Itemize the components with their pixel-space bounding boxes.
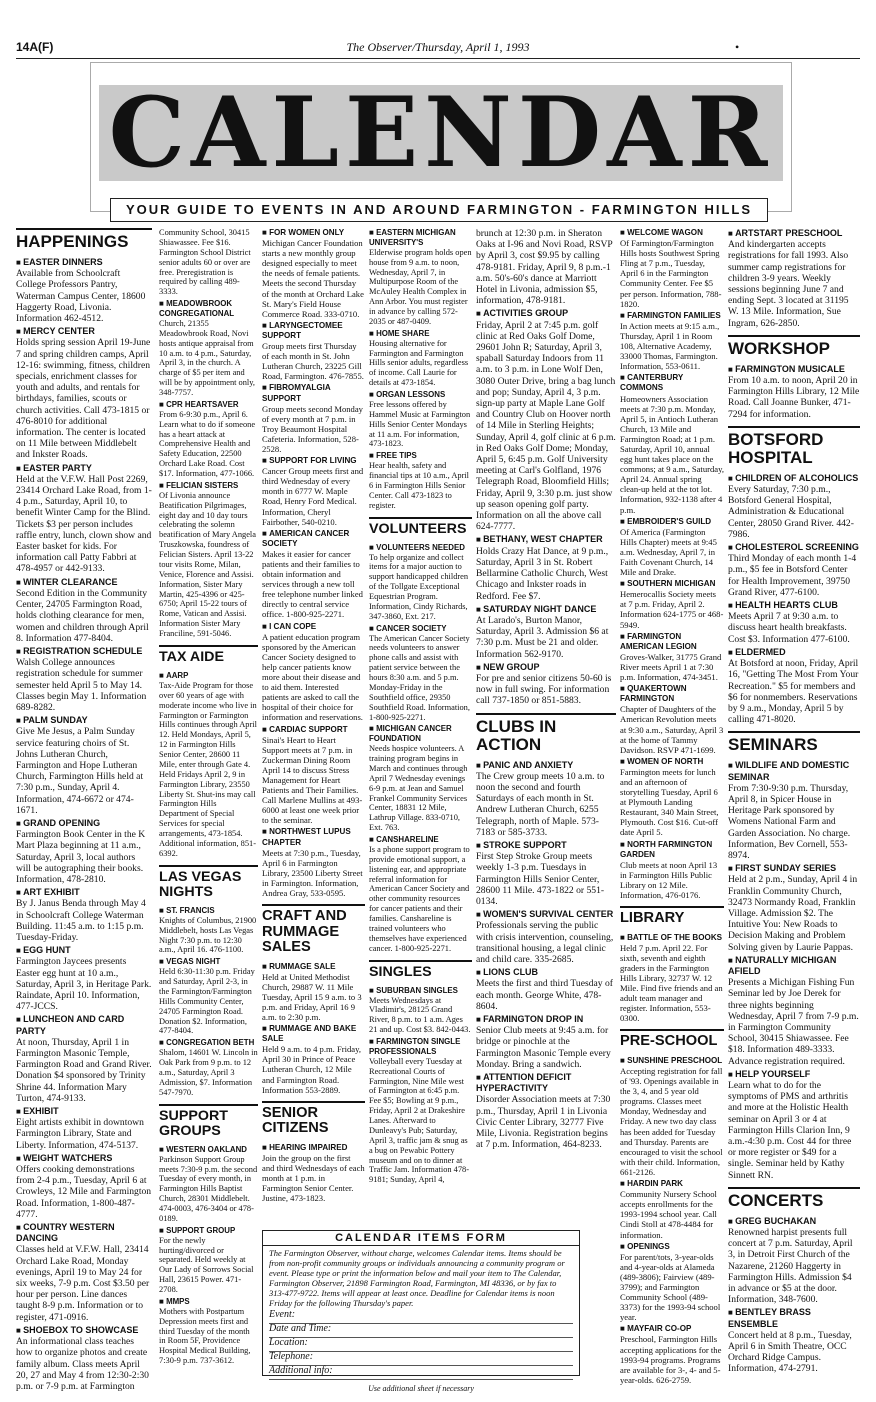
event-body: Held 9 a.m. to 4 p.m. Friday, April 30 in Prince of Peace Lutheran Church, 12 Mile and Farmington Road. Information 553-2889. <box>262 1044 361 1095</box>
event-heading: ■ OPENINGS <box>620 1242 724 1252</box>
event-heading: ■ ORGAN LESSONS <box>369 390 472 400</box>
event-body: Club meets at noon April 13 in Farmington Hills Public Library on 12 Mile. Information, 476-0176. <box>620 859 718 900</box>
section-heading: LIBRARY <box>620 906 724 926</box>
event-body: Second Edition in the Community Center, 24705 Farmington Road, holds clothing clearance for men, women and children through April 8. Information 477-8404. <box>16 587 149 644</box>
event-body: From 10 a.m. to noon, April 20 in Farmington Hills Library, 12 Mile Road. Call Joanne Bunker, 471-7294 for information. <box>728 375 860 420</box>
form-telephone-field: Telephone: <box>269 1352 573 1366</box>
event-body: Of Livonia announce Beatification Pilgrimages, eight day and 10 day tours celebrating the solemn beatification of Mary Angela Truszkowska, foundress of Felician Sisters. April 13-22 tour visits Rome, Milan, Venice, Florence and Assisi. Information, Sister Mary Martin, 425-4396 or 425-6750; April 15-22 tours of Rome, Vatican and Assisi. Information Sister Mary Franciline, 591-5046. <box>159 490 256 638</box>
event-body: Held at the V.F.W. Hall Post 2269, 23414 Orchard Lake Road, from 1-4 p.m., Saturday, April 10, to benefit Winter Camp for the Blind. Tickets $3 per person includes raffle entry, lunch, clown show and Easter basket for kids. For information call Patty Fabbri at 478-4957 or 442-9133. <box>16 473 152 575</box>
event-body: Available from Schoolcraft College Professors Pantry, Waterman Campus Center, 18600 Haggerty Road, Livonia. Information 462-4512. <box>16 268 146 325</box>
event-body: Held 6:30-11:30 p.m. Friday and Saturday, April 2-3, in the Farmington/Farmington Hills Community Center, 24705 Farmington Road. Donation $2. Information, 477-8404. <box>159 967 255 1036</box>
event-body: At noon, Thursday, April 1 in Farmington Masonic Temple, Farmington Road and Grand River. Donation $4 sponsored by Trinity Shrine 44. Information Mary Turton, 474-9133. <box>16 1036 152 1104</box>
event-body: At Larado's, Burton Manor, Saturday, April 3. Admission $6 at 7:30 p.m. Must be 21 and older. Information 562-9170. <box>476 614 609 660</box>
event-heading: ■ SUNSHINE PRESCHOOL <box>620 1056 724 1066</box>
event-heading: ■ FARMINGTON SINGLE PROFESSIONALS <box>369 1037 472 1057</box>
event-body: Learn what to do for the symptoms of PMS and arthritis and more at the Holistic Health seminar on April 3 or 4 at Farmington Hills Clarion Inn, 9 a.m.-4:30 p.m. Cost 44 for three or more register or $49 for a single. Seminar held by Kathy Sinnett RN. <box>728 1080 852 1181</box>
column-6 <box>620 228 724 1387</box>
event-heading: ■ BETHANY, WEST CHAPTER <box>476 534 616 545</box>
column-7 <box>728 228 860 1377</box>
section-heading: BOTSFORD HOSPITAL <box>728 426 860 467</box>
event-body: Accepting registration for fall of '93. Openings available in the 3, 4, and 5 year old programs. Classes meet Monday, Wednesday and Friday. A new two day class has been added for Tuesday and Thursday. Parents are encouraged to visit the school with their child. Information, 661-2126. <box>620 1066 723 1177</box>
event-body: Of Farmington/Farmington Hills hosts Southwest Spring Fling at 7 p.m., Tuesday, April 6 in the Farmington Community Center. Fee $5 per person. Information, 788-1820. <box>620 238 722 309</box>
section-heading: SEMINARS <box>728 731 860 754</box>
event-heading: ■ HARDIN PARK <box>620 1179 724 1189</box>
event-body: Held at United Methodist Church, 29887 W. 11 Mile Tuesday, April 15 9 a.m. to 3 p.m. and Friday, April 16 9 a.m. to 2:30 p.m. <box>262 971 362 1023</box>
section-heading: LAS VEGAS NIGHTS <box>159 865 258 900</box>
event-body: Group meets second Monday of every month at 7 p.m. in Troy Beaumont Hospital Cafeteria. Information, 528-2528. <box>262 403 363 454</box>
event-heading: ■ FELICIAN SISTERS <box>159 481 258 491</box>
event-heading: ■ LIONS CLUB <box>476 967 616 978</box>
section-heading: PRE-SCHOOL <box>620 1029 724 1049</box>
event-heading: ■ WOMEN'S SURVIVAL CENTER <box>476 909 616 920</box>
event-heading: ■ CPR HEARTSAVER <box>159 400 258 410</box>
event-heading: ■ HOME SHARE <box>369 329 472 339</box>
page-mark: • <box>735 40 740 54</box>
event-heading: ■ ATTENTION DEFICIT HYPERACTIVITY <box>476 1072 616 1094</box>
event-body: Concert held at 8 p.m., Tuesday, April 6 in Smith Theatre, OCC Orchard Ridge Campus. Information, 474-2791. <box>728 1329 852 1375</box>
event-body: By J. Janus Benda through May 4 in Schoolcraft College Waterman Building. 11:45 a.m. to 1:15 p.m. Tuesday-Friday. <box>16 898 146 943</box>
event-body: Parkinson Support Group meets 7:30-9 p.m. the second Tuesday of every month, in Farmington Hills Baptist Church, 28301 Middlebelt. 474-0003, 476-3404 or 478-0189. <box>159 1154 258 1223</box>
event-body: Sinai's Heart to Heart Support meets at 7 p.m. in Zuckerman Dining Room April 14 to discuss Stress Management for Heart Patients and Their Families. Call Marlene Mullins at 493-6000 at least one week prior to the seminar. <box>262 734 363 826</box>
event-body: The Crew group meets 10 a.m. to noon the second and fourth Saturdays of each month in St. Andrew Lutheran Church, 6255 Telegraph, north of Maple. 573-7183 or 585-3733. <box>476 770 605 838</box>
event-heading: ■ SATURDAY NIGHT DANCE <box>476 604 616 615</box>
event-body: Offers cooking demonstrations from 2-4 p.m., Tuesday, April 6 at Crowleys, 12 Mile and Farmington Road. Information, 1-800-487-4777. <box>16 1164 152 1220</box>
form-date-field: Date and Time: <box>269 1324 573 1338</box>
event-body: Shalom, 14601 W. Lincoln in Oak Park from 9 p.m. to 12 a.m., Saturday, April 3 Admission, $7. Information 547-7970. <box>159 1048 258 1097</box>
event-body: For pre and senior citizens 50-60 is now in full swing. For information call 737-1850 or 851-5883. <box>476 672 612 707</box>
event-body: And kindergarten accepts registrations for fall 1993. Also summer camp registrations for children 3-9 years. Weekly sessions beginning June 7 and ending Sept. 3 located at 31195 W. 13 Mile. Information, Sue Ingram, 626-2850. <box>728 239 849 329</box>
event-body: Meets April 7 at 9:30 a.m. to discuss heart health breakfasts. Cost $3. Information 477-6100. <box>728 611 850 645</box>
section-heading: WORKSHOP <box>728 335 860 358</box>
event-heading: ■ FIBROMYALGIA SUPPORT <box>262 383 365 403</box>
event-heading: ■ CARDIAC SUPPORT <box>262 725 365 735</box>
event-body: Renowned harpist presents full concert at 7 p.m. Saturday, April 3, in Detroit First Church of the Nazarene, 21260 Haggerty in Farmington Hills. Admission $4 in advance or $5 at the door. Information, 348-7600. <box>728 1227 853 1306</box>
section-heading: SENIOR CITIZENS <box>262 1101 365 1137</box>
section-heading: SUPPORT GROUPS <box>159 1104 258 1139</box>
event-body: Cancer Group meets first and third Wednesday of every month in 6777 W. Maple Road, Henry Ford Medical. Information, Cheryl Fairbother, 540-0210. <box>262 466 364 527</box>
event-heading: ■ PALM SUNDAY <box>16 715 152 726</box>
event-body: Knights of Columbus, 21900 Middlebelt, hosts Las Vegas Night 7:30 p.m. to 12:30 a.m., April 16. 476-1100. <box>159 915 257 955</box>
event-heading: ■ COUNTRY WESTERN DANCING <box>16 1222 152 1244</box>
event-body: Meets at 7:30 p.m., Tuesday, April 6 in Farmington Library, 23500 Liberty Street in Farmington. Information, Andrea Gray, 533-0595. <box>262 847 363 898</box>
masthead-tagline: YOUR GUIDE TO EVENTS IN AND AROUND FARMINGTON - FARMINGTON HILLS <box>110 198 768 222</box>
section-heading: HAPPENINGS <box>16 228 152 251</box>
event-heading: ■ VOLUNTEERS NEEDED <box>369 543 472 553</box>
event-heading: ■ NORTHWEST LUPUS CHAPTER <box>262 827 365 847</box>
event-heading: ■ CANCER SOCIETY <box>369 624 472 634</box>
event-body: Mothers with Postpartum Depression meets first and third Tuesday of the month in Room 5F, Providence Hospital Medical Building, 7:30-9 p.m. 737-3612. <box>159 1306 251 1366</box>
event-heading: ■ HELP YOURSELF <box>728 1069 860 1080</box>
event-body: Professionals serving the public with crisis intervention, counseling, transitional housing, a legal clinic and child care. 335-2685. <box>476 920 614 965</box>
event-heading: ■ CANSHARELINE <box>369 835 472 845</box>
event-body: The American Cancer Society needs volunteers to answer phone calls and assist with patient service between the hours 8:30 a.m. and 5 p.m. Monday-Friday in the Southfield office, 29350 Southfield Road. Information, 1-800-925-2271. <box>369 633 470 722</box>
event-heading: ■ FIRST SUNDAY SERIES <box>728 863 860 874</box>
event-heading: ■ FARMINGTON AMERICAN LEGION <box>620 632 724 652</box>
event-body: Community Nursery School accepts enrollments for the 1993-1994 school year. Call Cindi Stoll at 478-4484 for information. <box>620 1189 717 1240</box>
event-body: Every Saturday, 7:30 p.m., Botsford General Hospital, Administration & Educational Center, 28050 Grand River. 442-7986. <box>728 484 854 540</box>
form-event-field: Event: <box>269 1310 573 1324</box>
event-heading: ■ AMERICAN CANCER SOCIETY <box>262 529 365 549</box>
event-body: Holds Crazy Hat Dance, at 9 p.m., Saturday, April 3 in St. Robert Bellarmine Catholic Church, West Chicago and Inkster roads in Redford. Fee $7. <box>476 545 609 602</box>
event-heading: ■ ACTIVITIES GROUP <box>476 308 616 319</box>
event-heading: ■ WESTERN OAKLAND <box>159 1145 258 1155</box>
column-4 <box>369 228 472 1187</box>
event-body: Michigan Cancer Foundation starts a new monthly group designed especially to meet the needs of female patients. Meets the second Thursday of the month at Orchard Lake St. Mary's Field House Commerce Road. 333-0710. <box>262 238 364 319</box>
event-body: Tax-Aide Program for those over 60 years of age with moderate income who live in Farmington or Farmington Hills continues through April 12. Held Mondays, April 5, 12 in Farmington Hills Senior Center, 28600 11 Mile, enter through Gate 4. Held Fridays April 2, 9 in Farmington Library, 23550 Liberty St. Shut-ins may call Farmington Hills Department of Special Services for special arrangements, 473-1854. Additional information, 851-6392. <box>159 680 257 858</box>
form-instructions: The Farmington Observer, without charge, welcomes Calendar items. Items should be from non-profit community groups or individuals announcing a community program or event. Please type or print the information below and mail your item to The Calendar, Farmington Observer, 21898 Farmington Road, Farmington, MI 48336, or by fax to 313-477-9722. Items will appear at least once. Deadline for Calendar items is noon Friday for the following Thursday's paper. <box>269 1248 565 1308</box>
event-heading: ■ NATURALLY MICHIGAN AFIELD <box>728 955 860 977</box>
dateline: The Observer/Thursday, April 1, 1993 <box>346 40 530 54</box>
event-body: A patient education program sponsored by the American Cancer Society designed to help cancer patients know more about their disease and to aid them. Interested patients are asked to call the hospital of their choice for information and reservations. <box>262 631 363 723</box>
calendar-submission-form <box>262 1230 580 1393</box>
event-body: Community School, 30415 Shiawassee. Fee $16. Farmington School District senior adults 60 or over are free. Preregistration is required by calling 489-3333. <box>159 228 251 297</box>
event-heading: ■ ART EXHIBIT <box>16 887 152 898</box>
event-body: Housing alternative for Farmington and Farmington Hills senior adults, regardless of income. Call Laurie for details at 473-1854. <box>369 338 469 388</box>
section-heading: VOLUNTEERS <box>369 517 472 537</box>
event-heading: ■ EMBROIDER'S GUILD <box>620 517 724 527</box>
event-heading: ■ WINTER CLEARANCE <box>16 577 152 588</box>
event-body: Of America (Farmington Hills Chapter) meets at 9:45 a.m. Wednesday, April 7, in Faith Covenant Church, 14 Mile and Drake. <box>620 526 717 578</box>
header-rule <box>16 58 860 59</box>
event-heading: ■ SUPPORT GROUP <box>159 1226 258 1236</box>
event-heading: ■ EASTER DINNERS <box>16 257 152 268</box>
event-heading: ■ MEADOWBROOK CONGREGATIONAL <box>159 299 258 319</box>
event-body: From 7:30-9:30 p.m. Thursday, April 8, in Spicer House in Heritage Park sponsored by Womens National Farm and Garden Association. No charge. Information, Bev Cornell, 553-8974. <box>728 782 851 861</box>
section-heading: CLUBS IN ACTION <box>476 713 616 754</box>
event-body: Needs hospice volunteers. A training program begins in March and continues through April 7 Wednesday evenings 6-9 p.m. at Jean and Samuel Frankel Community Services Center, 18831 12 Mile, Lathrup Village. 833-0710, Ext. 763. <box>369 744 468 833</box>
event-body: Is a phone support program to provide emotional support, a listening ear, and appropriate referral information for American Cancer Society and other community resources for cancer patients and their families. Canshareline is trained volunteers who themselves have experienced cancer. 1-800-925-2271. <box>369 844 470 953</box>
event-body: Church, 21355 Meadowbrook Road, Novi hosts antique appraisal from 10 a.m. to 4 p.m., Saturday, April 3, in the church. A charge of $5 per item and will be by appointment only, 348-7757. <box>159 318 255 397</box>
event-heading: ■ MAYFAIR CO-OP <box>620 1324 724 1334</box>
event-body: To help organize and collect items for a major auction to support handicapped children of the Tollgate Exceptional Equestrian Program. Information, Cindy Richards, 347-3860, Ext. 217. <box>369 552 469 621</box>
event-heading: ■ MICHIGAN CANCER FOUNDATION <box>369 724 472 744</box>
event-heading: ■ RUMMAGE AND BAKE SALE <box>262 1024 365 1044</box>
event-heading: ■ ARTSTART PRESCHOOL <box>728 228 860 239</box>
section-heading: SINGLES <box>369 960 472 980</box>
event-body: Classes held at V.F.W. Hall, 23414 Orchard Lake Road, Monday evenings, April 19 to May 24 for six weeks, 7-9 p.m. Cost $3.50 per hour per person. Line dances taught 8-9 p.m. Information or to register, 471-0916. <box>16 1244 150 1323</box>
event-body: Volleyball every Tuesday at Recreational Courts of Farmington, Nine Mile west of Farmington at 6:45 p.m. Fee $5; Bowling at 9 p.m., Friday, April 2 at Drakeshire Lanes. Afterward to Dunleavy's Pub; Saturday, April 3, traffic jam & snug as a bug on Pewabic Pottery museum and on to dinner at Traffic Jam. Information 478-9181; Sunday, April 4, <box>369 1056 470 1185</box>
event-heading: ■ FOR WOMEN ONLY <box>262 228 365 238</box>
event-heading: ■ LUNCHEON AND CARD PARTY <box>16 1014 152 1036</box>
event-body: Disorder Association meets at 7:30 p.m., Thursday, April 1 in Livonia Civic Center Library, 32777 Five Mile, Livonia. Registration begins at 7 p.m. Information, 464-8233. <box>476 1094 611 1151</box>
event-body: Hear health, safety and financial tips at 10 a.m., April 6 in Farmington Hills Senior Center. Call 473-1823 to register. <box>369 461 470 510</box>
event-heading: ■ QUAKERTOWN FARMINGTON <box>620 684 724 704</box>
event-heading: ■ ST. FRANCIS <box>159 906 258 916</box>
event-heading: ■ FARMINGTON MUSICALE <box>728 364 860 375</box>
event-heading: ■ SUPPORT FOR LIVING <box>262 456 365 466</box>
event-heading: ■ BENTLEY BRASS ENSEMBLE <box>728 1307 860 1329</box>
section-heading: TAX AIDE <box>159 645 258 665</box>
column-1 <box>16 228 152 1394</box>
section-heading: CRAFT AND RUMMAGE SALES <box>262 904 365 955</box>
event-heading: ■ WEIGHT WATCHERS <box>16 1153 152 1164</box>
event-body: Groves-Walker, 31775 Grand River meets April 1 at 7:30 p.m. Information, 474-3451. <box>620 651 722 683</box>
event-heading: ■ CHILDREN OF ALCOHOLICS <box>728 473 860 484</box>
event-body: Free lessons offered by Hammel Music at Farmington Hills Senior Center Mondays at 11 a.m. For information, 473-1823. <box>369 399 471 449</box>
event-heading: ■ HEALTH HEARTS CLUB <box>728 600 860 611</box>
masthead <box>90 62 792 212</box>
event-heading: ■ CANTERBURY COMMONS <box>620 373 724 393</box>
event-heading: ■ CONGREGATION BETH <box>159 1038 258 1048</box>
page-folio: 14A(F) <box>16 40 54 54</box>
event-heading: ■ FARMINGTON FAMILIES <box>620 311 724 321</box>
form-note: Use additional sheet if necessary <box>368 1384 474 1393</box>
event-body: For parent/tots, 3-year-olds and 4-year-olds at Alameda (489-3806); Fairview (489-3799); and Farmington Community School (489-3373) for the 1993-94 school year. <box>620 1251 721 1323</box>
event-body: Join the group on the first and third Wednesdays of each month at 1 p.m. in Farmington Senior Center. Justine, 473-1823. <box>262 1152 365 1204</box>
event-body: From 6-9:30 p.m., April 6. Learn what to do if someone has a heart attack at Comprehensive Health and Safety Education, 22500 Orchard Lake Road. Cost $17. Information, 477-1066. <box>159 409 256 478</box>
event-body: Meets Wednesdays at Vladimir's, 28125 Grand River, 8 p.m. to 1 a.m. Ages 21 and up. Cost $3. 842-0443. <box>369 995 471 1035</box>
event-heading: ■ EASTER PARTY <box>16 463 152 474</box>
form-title: CALENDAR ITEMS FORM <box>263 1231 579 1246</box>
event-body: Held 7 p.m. April 22. For sixth, seventh and eighth graders in the Farmington Hills Library, 32737 W. 12 Mile. Find five friends and an adult team manager and register. Information, 553-0300. <box>620 942 723 1024</box>
event-heading: ■ LARYNGECTOMEE SUPPORT <box>262 321 365 341</box>
event-body: Eight artists exhibit in downtown Farmington Library, State and Liberty. Information, 474-5137. <box>16 1117 144 1151</box>
event-body: For the newly hurting/divorced or separated. Held weekly at Our Lady of Sorrows Social Hall, 23615 Power. 471-2708. <box>159 1235 254 1294</box>
event-body: Give Me Jesus, a Palm Sunday service featuring choirs of St. Johns Lutheran Church, Farmington and Hope Lutheran Church, Farmington Hills held at 7:30 p.m., Sunday, April 4. Information, 474-6672 or 474-1671. <box>16 726 144 816</box>
event-body: Preschool, Farmington Hills accepting applications for the 1993-94 programs. Programs are available for 3-, 4- and 5-year-olds. 626-2759. <box>620 1334 722 1385</box>
event-body: Farmington Book Center in the K Mart Plaza beginning at 11 a.m., Saturday, April 3, local authors will be autographing their books. Information, 478-2810. <box>16 829 146 885</box>
event-heading: ■ SHOEBOX TO SHOWCASE <box>16 1325 152 1336</box>
event-body: Chapter of Daughters of the American Revolution meets at 9:30 a.m., Saturday, April 3 at the home of Tammy Davidson. RSVP 471-1699. <box>620 704 724 755</box>
event-body: In Action meets at 9:15 a.m., Thursday, April 1 in Room 108, Alternative Academy, 33000 Thomas, Farmington. Information, 553-0611. <box>620 320 720 372</box>
event-body: Makes it easier for cancer patients and their families to obtain information and services through a new toll free telephone number linked directly to central service office. 1-800-925-2271. <box>262 548 363 620</box>
event-heading: ■ RUMMAGE SALE <box>262 962 365 972</box>
event-heading: ■ I CAN COPE <box>262 622 365 632</box>
event-heading: ■ WILDLIFE AND DOMESTIC SEMINAR <box>728 760 860 782</box>
event-body: Senior Club meets at 9:45 a.m. for bridge or pinochle at the Farmington Masonic Temple every Monday. Bring a sandwich. <box>476 1025 611 1070</box>
event-body: Meets the first and third Tuesday of each month. George White, 478-8604. <box>476 978 613 1012</box>
event-heading: ■ SOUTHERN MICHIGAN <box>620 579 724 589</box>
event-heading: ■ SUBURBAN SINGLES <box>369 986 472 996</box>
event-body: Walsh College announces registration schedule for summer semester held April 5 to May 14. Classes begin May 1. Information 689-8282. <box>16 657 147 713</box>
event-body: Holds spring session April 19-June 7 and spring children camps, April 12-16: swimming, fitness, children specials, enrichment classes for youth and adults, and rentals for birthdays, families, scouts or church activities. Call 473-1815 or 476-8010 for additional information. The center is located on 11 Mile between Middlebelt and Inkster Roads. <box>16 337 151 461</box>
section-heading: CONCERTS <box>728 1187 860 1210</box>
event-heading: ■ EGG HUNT <box>16 945 152 956</box>
event-heading: ■ ELDERMED <box>728 647 860 658</box>
event-heading: ■ HEARING IMPAIRED <box>262 1143 365 1153</box>
event-body: Friday, April 2 at 7:45 p.m. golf clinic at Red Oaks Golf Dome, 29601 John R; Saturday, April 3, spaball Saturday Indoors from 11 a.m. to 3 p.m. in Lone Wolf Den, 3080 Outer Drive, bring a bag lunch and pop; Sunday, April 4, 3 p.m. sign-up party at Maple Lane Golf and Country Club on Hoover north of 14 Mile in Sterling Heights; Sunday, April 4, golf clinic at 6 p.m. in Red Oaks Golf Dome; Monday, April 5, 6:45 p.m. Golf University meeting at Carl's Golfland, 1976 Telegraph Road, Bloomfield Hills; Friday, April 9, 3:30 p.m. just show up season opening golf party. Information on all the above call 624-7777. <box>476 319 616 533</box>
event-body: Group meets first Thursday of each month in St. John Lutheran Church, 23225 Gill Road, Farmington. 476-7855. <box>262 341 364 382</box>
masthead-title: CALENDAR <box>108 76 774 189</box>
form-location-field: Location: <box>269 1338 573 1352</box>
column-2 <box>159 228 258 1368</box>
event-heading: ■ GRAND OPENING <box>16 818 152 829</box>
event-heading: ■ FREE TIPS <box>369 451 472 461</box>
event-heading: ■ NEW GROUP <box>476 662 616 673</box>
event-heading: ■ MERCY CENTER <box>16 326 152 337</box>
event-heading: ■ BATTLE OF THE BOOKS <box>620 933 724 943</box>
event-body: Homeowners Association meets at 7:30 p.m. Monday, April 5, in Antioch Lutheran Church, 13 Mile and Farmington Road; at 1 p.m. Saturday, April 10, annual egg hunt takes place on the commons; at 9 a.m., Saturday, April 24. Annual spring clean-up held at the tot lot. Information, 932-1138 after 4 p.m. <box>620 393 724 515</box>
event-body: Farmington Jaycees presents Easter egg hunt at 10 a.m., Saturday, April 3, in Heritage Park. Raindate, April 10. Information, 477-JCCS. <box>16 956 152 1013</box>
event-body: brunch at 12:30 p.m. in Sheraton Oaks at I-96 and Novi Road, RSVP by April 3, cost $9.95 by calling 478-9181. Friday, April 9, 8 p.m.-1 a.m. 50's-60's dance at Marriott Hotel in Livonia, admission $5, information, 478-9181. <box>476 228 613 307</box>
event-heading: ■ WOMEN OF NORTH <box>620 757 724 767</box>
event-heading: ■ GREG BUCHAKAN <box>728 1216 860 1227</box>
event-heading: ■ STROKE SUPPORT <box>476 840 616 851</box>
event-heading: ■ EXHIBIT <box>16 1106 152 1117</box>
event-heading: ■ AARP <box>159 671 258 681</box>
event-body: At Botsford at noon, Friday, April 16, "Getting The Most From Your Recreation." $5 for members and $6 for nonmembers. Reservations by 9 a.m., Monday, April 5 by calling 471-8020. <box>728 658 859 726</box>
event-heading: ■ VEGAS NIGHT <box>159 957 258 967</box>
event-body: Third Monday of each month 1-4 p.m., $5 fee in Botsford Center for Health Improvement, 39750 Grand River, 477-6100. <box>728 553 857 598</box>
column-5 <box>476 228 616 1152</box>
column-3 <box>262 228 365 1205</box>
page-header <box>16 40 860 56</box>
event-heading: ■ MMPS <box>159 1297 258 1307</box>
event-heading: ■ CHOLESTEROL SCREENING <box>728 542 860 553</box>
event-heading: ■ REGISTRATION SCHEDULE <box>16 646 152 657</box>
event-heading: ■ WELCOME WAGON <box>620 228 724 238</box>
event-heading: ■ NORTH FARMINGTON GARDEN <box>620 840 724 860</box>
event-body: Elderwise program holds open house from 9 a.m. to noon, Wednesday, April 7, in Multipurpose Room of the McAuley Health Complex in Ann Arbor. You must register in advance by calling 572-2035 or 487-0409. <box>369 247 472 326</box>
form-additional-field: Additional info: <box>269 1366 573 1380</box>
event-heading: ■ PANIC AND ANXIETY <box>476 760 616 771</box>
event-body: Farmington meets for lunch and an afternoon of storytelling Tuesday, April 6 at Plymouth Landing Restaurant, 340 Main Street, Plymouth. Cost $16. Cut-off date April 5. <box>620 766 719 838</box>
event-body: Held at 2 p.m., Sunday, April 4 in Franklin Community Church, 32473 Normandy Road, Franklin Village. Admission $2. The Intuitive You: New Roads to Decision Making and Problem Solving given by Laurie Pappas. <box>728 874 858 953</box>
event-body: Hemerocallis Society meets at 7 p.m. Friday, April 2. Information 624-1775 or 468-5949. <box>620 589 724 630</box>
event-heading: ■ EASTERN MICHIGAN UNIVERSITY'S <box>369 228 472 248</box>
event-heading: ■ FARMINGTON DROP IN <box>476 1014 616 1025</box>
event-body: First Step Stroke Group meets weekly 1-3 p.m. Tuesdays in Farmington Hills Senior Center, 28600 11 Mile. 473-1822 or 551-0134. <box>476 851 605 907</box>
event-body: Presents a Michigan Fishing Fun Seminar led by Joe Derek for three nights beginning Wednesday, April 7 from 7-9 p.m. in Farmington Community School, 30415 Shiawassee. Fee $18. Information 489-3333. Advance registration required. <box>728 977 859 1067</box>
event-body: An informational class teaches how to organize photos and create family album. Class meets April 20, 27 and May 4 from 12:30-2:30 p.m. or 7-9 p.m. at Farmington <box>16 1336 149 1392</box>
